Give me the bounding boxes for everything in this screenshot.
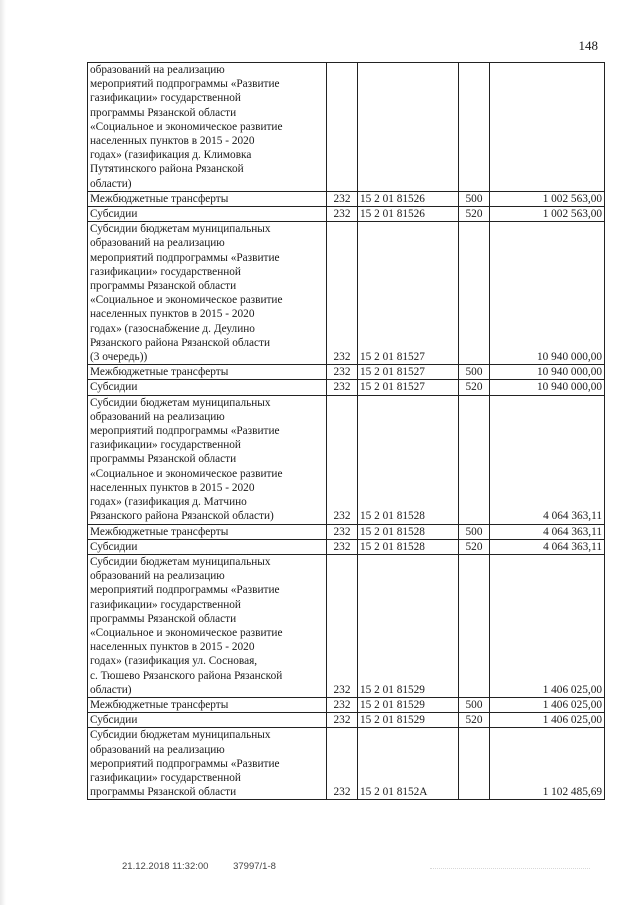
row-sum: 10 940 000,00 (490, 380, 605, 395)
row-sum: 4 064 363,11 (490, 539, 605, 554)
row-name-line: области) (90, 177, 132, 190)
row-name-line: Субсидии бюджетам муниципальных (90, 223, 271, 236)
table-row (88, 207, 605, 222)
row-target-code: 15 2 01 81528 (358, 524, 459, 539)
row-name (88, 222, 327, 365)
row-admin-code: 232 (327, 728, 358, 800)
row-admin-code: 232 (327, 395, 358, 524)
row-name-line: населенных пунктов в 2015 - 2020 (90, 641, 255, 654)
row-expense-type: 520 (459, 380, 490, 395)
row-name-line: годах» (газификация ул. Сосновая, (90, 655, 258, 668)
table-row (88, 554, 605, 697)
row-name-line: области) (90, 683, 132, 696)
row-admin-code: 232 (327, 697, 358, 712)
row-name-line: Субсидии (90, 381, 138, 394)
table-row (88, 380, 605, 395)
row-name-line: Рязанского района Рязанской области) (90, 510, 274, 523)
row-target-code: 15 2 01 81527 (358, 380, 459, 395)
row-name-line: «Социальное и экономическое развитие (90, 626, 283, 639)
row-admin-code: 232 (327, 554, 358, 697)
row-name (88, 63, 327, 192)
table-row (88, 222, 605, 365)
row-name-line: мероприятий подпрограммы «Развитие (90, 78, 280, 91)
row-sum: 4 064 363,11 (490, 395, 605, 524)
table-row (88, 539, 605, 554)
row-sum: 4 064 363,11 (490, 524, 605, 539)
row-name-line: Субсидии бюджетам муниципальных (90, 729, 271, 742)
row-target-code: 15 2 01 81526 (358, 207, 459, 222)
row-target-code: 15 2 01 81527 (358, 365, 459, 380)
scan-noise (430, 868, 590, 875)
table-row (88, 365, 605, 380)
row-target-code: 15 2 01 81528 (358, 395, 459, 524)
row-sum: 1 406 025,00 (490, 697, 605, 712)
row-admin-code: 232 (327, 380, 358, 395)
row-name-line: мероприятий подпрограммы «Развитие (90, 425, 280, 438)
row-name (88, 539, 327, 554)
row-admin-code: 232 (327, 365, 358, 380)
row-name-line: программы Рязанской области (90, 106, 237, 119)
row-name-line: Субсидии бюджетам муниципальных (90, 555, 271, 568)
row-expense-type (459, 728, 490, 800)
row-name-line: годах» (газификация д. Климовка (90, 149, 252, 162)
row-name-line: «Социальное и экономическое развитие (90, 120, 283, 133)
table-row (88, 63, 605, 192)
row-expense-type: 500 (459, 191, 490, 206)
row-target-code: 15 2 01 81529 (358, 554, 459, 697)
row-name-line: газификации» государственной (90, 439, 241, 452)
row-sum: 1 406 025,00 (490, 713, 605, 728)
row-name (88, 728, 327, 800)
row-admin-code: 232 (327, 524, 358, 539)
row-target-code: 15 2 01 81526 (358, 191, 459, 206)
row-name-line: программы Рязанской области (90, 280, 237, 293)
row-name-line: образований на реализацию (90, 64, 225, 76)
row-sum: 10 940 000,00 (490, 222, 605, 365)
row-target-code: 15 2 01 8152А (358, 728, 459, 800)
row-name-line: Субсидии (90, 714, 138, 727)
row-expense-type (459, 554, 490, 697)
row-sum: 10 940 000,00 (490, 365, 605, 380)
table-row (88, 713, 605, 728)
row-name (88, 365, 327, 380)
row-expense-type: 520 (459, 713, 490, 728)
row-name-line: (3 очередь)) (90, 351, 148, 364)
row-expense-type (459, 395, 490, 524)
row-target-code (358, 63, 459, 192)
row-target-code: 15 2 01 81529 (358, 697, 459, 712)
row-name-line: мероприятий подпрограммы «Развитие (90, 757, 280, 770)
footer-timestamp: 21.12.2018 11:32:00 (122, 861, 209, 872)
row-admin-code: 232 (327, 207, 358, 222)
row-name-line: мероприятий подпрограммы «Развитие (90, 251, 280, 264)
row-name-line: с. Тюшево Рязанского района Рязанской (90, 669, 283, 682)
row-name (88, 207, 327, 222)
row-name (88, 191, 327, 206)
row-admin-code: 232 (327, 191, 358, 206)
table-row (88, 395, 605, 524)
row-name-line: Межбюджетные трансферты (90, 192, 229, 205)
row-name-line: населенных пунктов в 2015 - 2020 (90, 135, 255, 148)
row-admin-code: 232 (327, 539, 358, 554)
row-target-code: 15 2 01 81528 (358, 539, 459, 554)
row-target-code: 15 2 01 81527 (358, 222, 459, 365)
row-expense-type (459, 222, 490, 365)
row-sum: 1 406 025,00 (490, 554, 605, 697)
scan-edge (0, 0, 6, 905)
row-name-line: годах» (газификация д. Матчино (90, 496, 247, 509)
row-name-line: Межбюджетные трансферты (90, 698, 229, 711)
row-name-line: газификации» государственной (90, 598, 241, 611)
row-name-line: Межбюджетные трансферты (90, 525, 229, 538)
table-body (88, 63, 605, 800)
row-name-line: населенных пунктов в 2015 - 2020 (90, 308, 255, 321)
row-name-line: Межбюджетные трансферты (90, 366, 229, 379)
row-expense-type: 520 (459, 539, 490, 554)
row-name-line: мероприятий подпрограммы «Развитие (90, 584, 280, 597)
row-admin-code (327, 63, 358, 192)
row-admin-code: 232 (327, 713, 358, 728)
row-expense-type: 520 (459, 207, 490, 222)
row-name-line: Субсидии бюджетам муниципальных (90, 396, 271, 409)
row-name-line: образований на реализацию (90, 237, 225, 250)
row-name-line: годах» (газоснабжение д. Деулино (90, 322, 255, 335)
table-row (88, 524, 605, 539)
row-name-line: Субсидии (90, 540, 138, 553)
row-expense-type: 500 (459, 524, 490, 539)
row-name (88, 713, 327, 728)
row-sum: 1 102 485,69 (490, 728, 605, 800)
row-name-line: «Социальное и экономическое развитие (90, 467, 283, 480)
row-name-line: газификации» государственной (90, 265, 241, 278)
row-name (88, 524, 327, 539)
row-sum: 1 002 563,00 (490, 207, 605, 222)
row-expense-type: 500 (459, 365, 490, 380)
table-row (88, 191, 605, 206)
row-name (88, 554, 327, 697)
row-admin-code: 232 (327, 222, 358, 365)
row-name-line: населенных пунктов в 2015 - 2020 (90, 481, 255, 494)
row-name-line: «Социальное и экономическое развитие (90, 294, 283, 307)
row-name-line: образований на реализацию (90, 743, 225, 756)
row-name (88, 380, 327, 395)
table-row (88, 728, 605, 800)
row-name-line: газификации» государственной (90, 92, 241, 105)
row-expense-type (459, 63, 490, 192)
row-name-line: Рязанского района Рязанской области (90, 336, 270, 349)
row-name-line: образований на реализацию (90, 410, 225, 423)
row-name (88, 697, 327, 712)
page-number: 148 (578, 38, 598, 53)
row-target-code: 15 2 01 81529 (358, 713, 459, 728)
row-sum (490, 63, 605, 192)
row-name-line: образований на реализацию (90, 570, 225, 583)
row-name-line: Субсидии (90, 208, 138, 221)
row-name-line: Путятинского района Рязанской (90, 163, 244, 176)
row-name (88, 395, 327, 524)
table-row (88, 697, 605, 712)
footer (122, 861, 298, 872)
row-name-line: программы Рязанской области (90, 453, 237, 466)
footer-doc-id: 37997/1-8 (233, 861, 276, 872)
budget-table (87, 62, 605, 800)
row-expense-type: 500 (459, 697, 490, 712)
row-name-line: программы Рязанской области (90, 612, 237, 625)
row-sum: 1 002 563,00 (490, 191, 605, 206)
row-name-line: газификации» государственной (90, 771, 241, 784)
row-name-line: программы Рязанской области (90, 786, 237, 799)
